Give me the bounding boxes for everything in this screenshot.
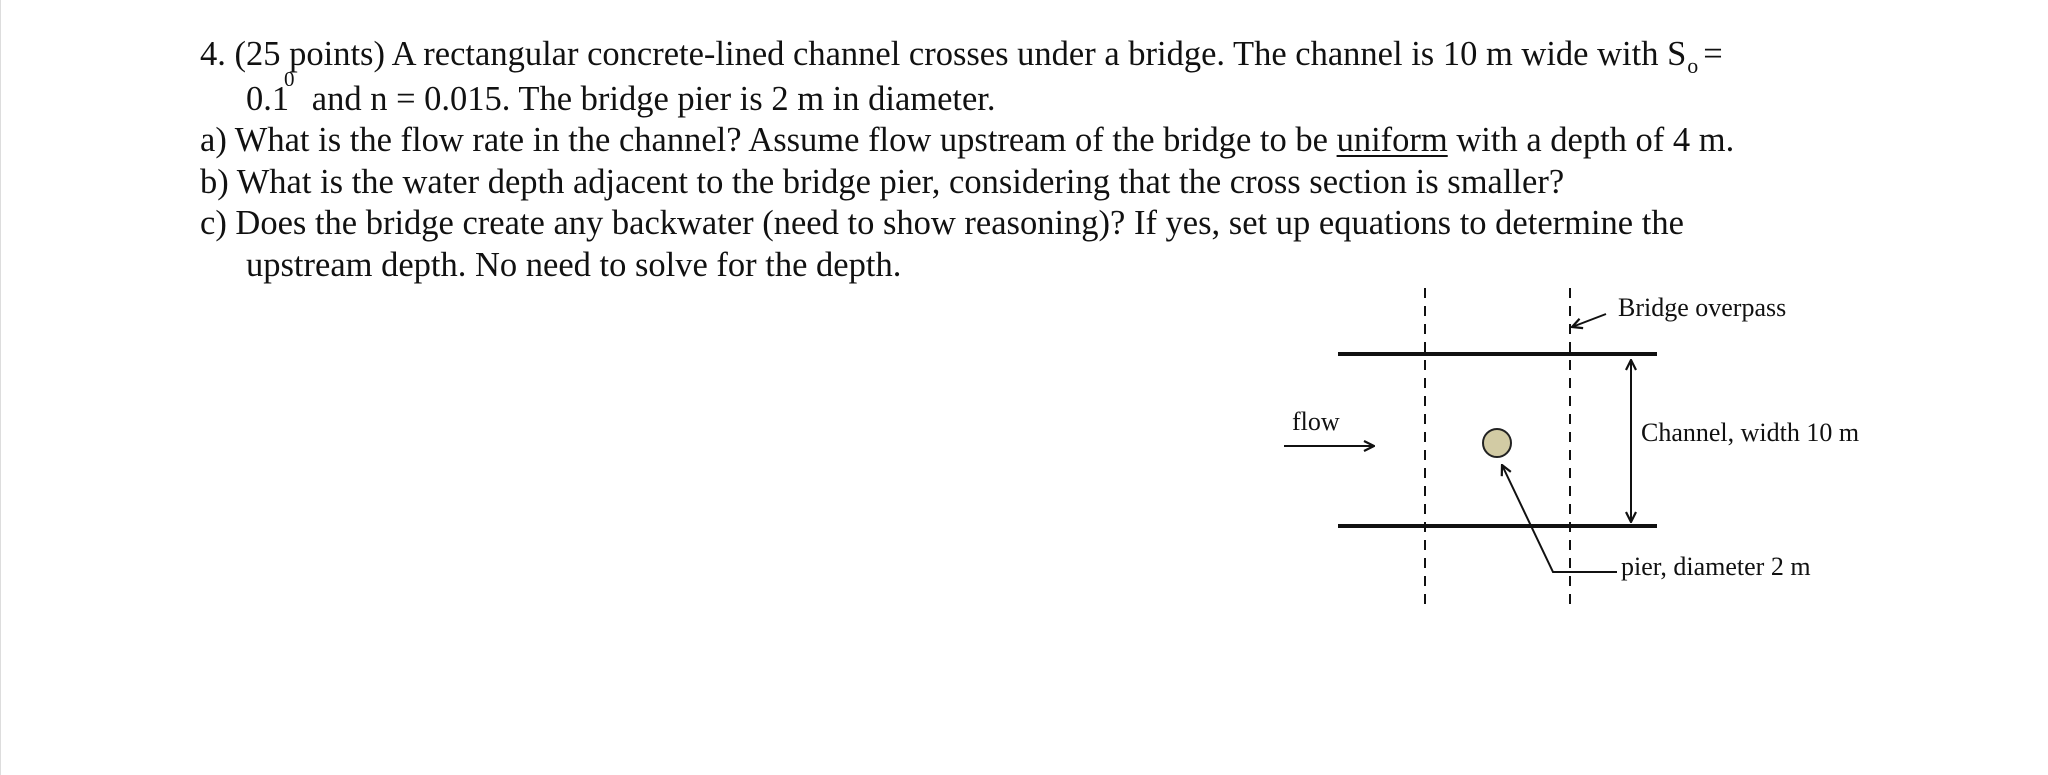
part-a-underlined: uniform: [1336, 121, 1448, 159]
part-a-text-1: a) What is the flow rate in the channel? Assume flow upstream of the bridge to be: [200, 121, 1337, 159]
slope-subscript: o: [1687, 53, 1699, 78]
pier-leader: [1502, 465, 1617, 572]
bridge-overpass-label: Bridge overpass: [1618, 293, 1787, 322]
part-b-text: b) What is the water depth adjacent to the bridge pier, considering that the cross section is smaller?: [200, 162, 1565, 201]
problem-intro-line-2: [200, 66, 1900, 121]
part-a: [200, 120, 1900, 162]
problem-intro-line-1: [200, 34, 1900, 79]
intro-text-1: 4. (25 points) A rectangular concrete-lined channel crosses under a bridge. The channel is 10 m wide with S: [200, 35, 1687, 73]
equals-sign: =: [1703, 35, 1723, 73]
part-b: [200, 162, 1900, 204]
pier-label: pier, diameter 2 m: [1621, 552, 1811, 581]
part-a-text-2: with a depth of 4 m.: [1447, 121, 1735, 159]
part-c-text-1: c) Does the bridge create any backwater (need to show reasoning)? If yes, set up equations to determine the: [200, 204, 1684, 242]
pier-circle: [1483, 429, 1511, 457]
page-edge: [0, 0, 1, 775]
channel-diagram: [1270, 280, 1890, 620]
problem-statement: [200, 34, 1900, 286]
flow-label: flow: [1292, 407, 1340, 436]
channel-width-label: Channel, width 10 m: [1641, 418, 1860, 447]
slope-exponent: 0: [284, 66, 295, 91]
bridge-leader: [1572, 314, 1606, 327]
intro-text-2: and n = 0.015. The bridge pier is 2 m in diameter.: [303, 79, 996, 118]
slope-value: 0.1: [246, 79, 290, 118]
slope-value-group: [246, 66, 295, 118]
part-c-line-1: [200, 203, 1900, 245]
part-c-text-2: upstream depth. No need to solve for the depth.: [246, 245, 902, 284]
